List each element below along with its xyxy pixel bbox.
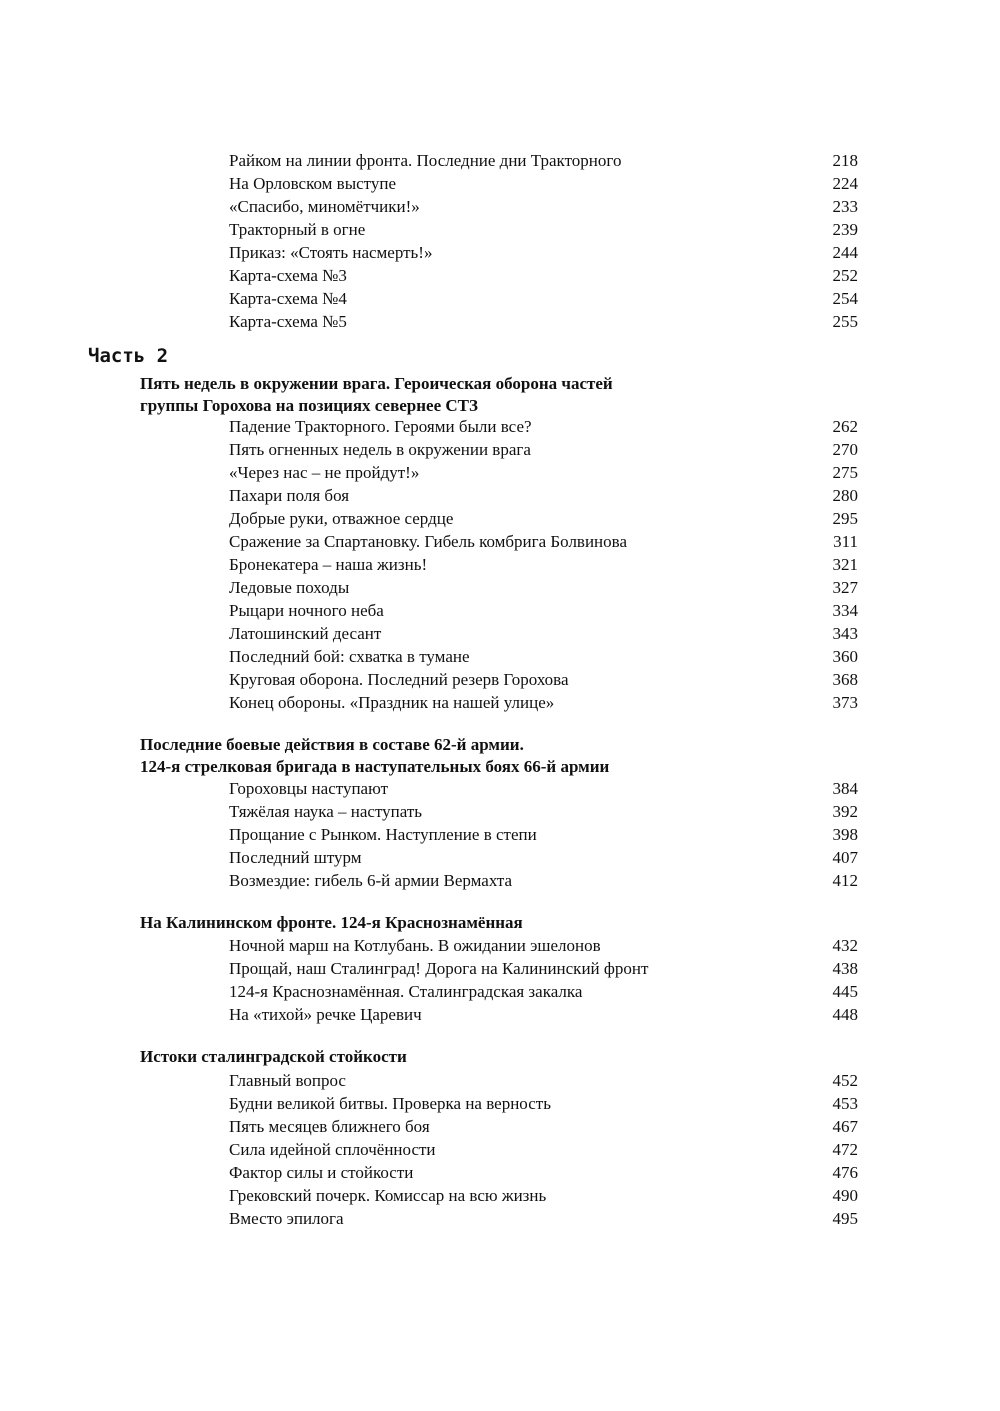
entry-page: 224 bbox=[832, 174, 858, 193]
entry-page: 321 bbox=[832, 555, 858, 574]
toc-entry bbox=[0, 823, 1000, 846]
entry-page: 495 bbox=[832, 1209, 858, 1228]
toc-entry bbox=[0, 668, 1000, 691]
entry-title: Будни великой битвы. Проверка на верность bbox=[229, 1094, 551, 1113]
entry-page: 252 bbox=[832, 266, 858, 285]
entry-title: Круговая оборона. Последний резерв Горохова bbox=[229, 670, 569, 689]
entry-title: Райком на линии фронта. Последние дни Тракторного bbox=[229, 151, 622, 170]
entry-title: Латошинский десант bbox=[229, 624, 382, 643]
section-heading-line: 124-я стрелковая бригада в наступательных боях 66-й армии bbox=[140, 757, 610, 776]
toc-entry bbox=[0, 691, 1000, 714]
entry-page: 327 bbox=[832, 578, 858, 597]
toc-entry bbox=[0, 934, 1000, 957]
entry-page: 472 bbox=[832, 1140, 858, 1159]
entry-page: 239 bbox=[832, 220, 858, 239]
toc-entry bbox=[0, 1092, 1000, 1115]
section-heading-line: Последние боевые действия в составе 62-й армии. bbox=[140, 735, 524, 754]
toc-entry bbox=[0, 645, 1000, 668]
part1-entries bbox=[0, 149, 1000, 333]
entry-page: 448 bbox=[832, 1005, 858, 1024]
entry-title: Сражение за Спартановку. Гибель комбрига Болвинова bbox=[229, 532, 628, 551]
toc-entry bbox=[0, 553, 1000, 576]
entry-page: 453 bbox=[832, 1094, 858, 1113]
section-heading-line: группы Горохова на позициях севернее СТЗ bbox=[140, 396, 478, 415]
entry-title: Пять огненных недель в окружении врага bbox=[229, 440, 531, 459]
toc-entry bbox=[0, 1207, 1000, 1230]
toc-entry bbox=[0, 1115, 1000, 1138]
entry-page: 438 bbox=[832, 959, 858, 978]
toc-entry bbox=[0, 195, 1000, 218]
entry-title: Конец обороны. «Праздник на нашей улице» bbox=[229, 693, 555, 712]
entry-title: Фактор силы и стойкости bbox=[229, 1163, 414, 1182]
toc-entry bbox=[0, 957, 1000, 980]
section-heading-line: На Калининском фронте. 124-я Краснознамённая bbox=[140, 913, 523, 932]
entry-page: 233 bbox=[832, 197, 858, 216]
entry-page: 398 bbox=[832, 825, 858, 844]
entry-title: Приказ: «Стоять насмерть!» bbox=[229, 243, 433, 262]
entry-title: Гороховцы наступают bbox=[229, 779, 389, 798]
toc-entry bbox=[0, 218, 1000, 241]
entry-title: Тяжёлая наука – наступать bbox=[229, 802, 423, 821]
entry-page: 392 bbox=[832, 802, 858, 821]
entry-page: 412 bbox=[832, 871, 858, 890]
entry-title: Пахари поля боя bbox=[229, 486, 350, 505]
part-label: Часть 2 bbox=[88, 345, 169, 367]
entry-title: Ночной марш на Котлубань. В ожидании эшелонов bbox=[229, 936, 601, 955]
entry-title: Прощание с Рынком. Наступление в степи bbox=[229, 825, 537, 844]
entry-title: Карта-схема №5 bbox=[229, 312, 347, 331]
toc-entry bbox=[0, 869, 1000, 892]
section-heading-line: Истоки сталинградской стойкости bbox=[140, 1047, 407, 1066]
entry-page: 311 bbox=[833, 532, 858, 551]
toc-entry bbox=[0, 241, 1000, 264]
toc-entry bbox=[0, 461, 1000, 484]
toc-entry bbox=[0, 530, 1000, 553]
entry-title: Рыцари ночного неба bbox=[229, 601, 384, 620]
entry-page: 467 bbox=[832, 1117, 858, 1136]
section-heading bbox=[140, 912, 523, 934]
entry-page: 432 bbox=[832, 936, 858, 955]
section-heading bbox=[140, 1046, 407, 1068]
entry-page: 295 bbox=[832, 509, 858, 528]
entry-page: 373 bbox=[832, 693, 858, 712]
section-entries bbox=[0, 1069, 1000, 1230]
entry-page: 343 bbox=[832, 624, 858, 643]
entry-title: Ледовые походы bbox=[229, 578, 350, 597]
entry-page: 244 bbox=[832, 243, 858, 262]
toc-entry bbox=[0, 438, 1000, 461]
entry-page: 280 bbox=[832, 486, 858, 505]
entry-title: Сила идейной сплочённости bbox=[229, 1140, 436, 1159]
entry-title: Карта-схема №3 bbox=[229, 266, 347, 285]
toc-entry bbox=[0, 264, 1000, 287]
entry-page: 360 bbox=[832, 647, 858, 666]
entry-page: 490 bbox=[832, 1186, 858, 1205]
section-entries bbox=[0, 415, 1000, 714]
toc-entry bbox=[0, 310, 1000, 333]
toc-entry bbox=[0, 1003, 1000, 1026]
entry-page: 445 bbox=[832, 982, 858, 1001]
entry-title: Бронекатера – наша жизнь! bbox=[229, 555, 428, 574]
entry-page: 334 bbox=[832, 601, 858, 620]
entry-title: Вместо эпилога bbox=[229, 1209, 344, 1228]
section-heading-line: Пять недель в окружении врага. Героическая оборона частей bbox=[140, 374, 613, 393]
entry-title: «Спасибо, миномётчики!» bbox=[229, 197, 420, 216]
entry-title: 124-я Краснознамённая. Сталинградская закалка bbox=[229, 982, 583, 1001]
entry-page: 368 bbox=[832, 670, 858, 689]
entry-title: Возмездие: гибель 6-й армии Вермахта bbox=[229, 871, 513, 890]
entry-title: Прощай, наш Сталинград! Дорога на Калининский фронт bbox=[229, 959, 649, 978]
toc-entry bbox=[0, 1069, 1000, 1092]
section-heading bbox=[140, 373, 613, 417]
entry-title: Последний бой: схватка в тумане bbox=[229, 647, 470, 666]
toc-entry bbox=[0, 980, 1000, 1003]
entry-title: Карта-схема №4 bbox=[229, 289, 347, 308]
entry-page: 254 bbox=[832, 289, 858, 308]
entry-title: Грековский почерк. Комиссар на всю жизнь bbox=[229, 1186, 547, 1205]
toc-entry bbox=[0, 576, 1000, 599]
entry-title: Главный вопрос bbox=[229, 1071, 346, 1090]
section-entries bbox=[0, 934, 1000, 1026]
toc-entry bbox=[0, 622, 1000, 645]
entry-title: Падение Тракторного. Героями были все? bbox=[229, 417, 532, 436]
toc-entry bbox=[0, 599, 1000, 622]
entry-page: 275 bbox=[832, 463, 858, 482]
entry-page: 270 bbox=[832, 440, 858, 459]
toc-entry bbox=[0, 172, 1000, 195]
entry-page: 407 bbox=[832, 848, 858, 867]
toc-entry bbox=[0, 1138, 1000, 1161]
entry-title: Пять месяцев ближнего боя bbox=[229, 1117, 430, 1136]
toc-entry bbox=[0, 777, 1000, 800]
entry-page: 255 bbox=[832, 312, 858, 331]
entry-title: Последний штурм bbox=[229, 848, 362, 867]
toc-entry bbox=[0, 484, 1000, 507]
toc-entry bbox=[0, 1184, 1000, 1207]
toc-entry bbox=[0, 287, 1000, 310]
entry-page: 476 bbox=[832, 1163, 858, 1182]
toc-entry bbox=[0, 1161, 1000, 1184]
section-heading bbox=[140, 734, 609, 778]
toc-entry bbox=[0, 415, 1000, 438]
entry-page: 452 bbox=[832, 1071, 858, 1090]
section-entries bbox=[0, 777, 1000, 892]
toc-entry bbox=[0, 149, 1000, 172]
entry-title: На Орловском выступе bbox=[229, 174, 397, 193]
entry-title: «Через нас – не пройдут!» bbox=[229, 463, 420, 482]
entry-title: Тракторный в огне bbox=[229, 220, 366, 239]
toc-entry bbox=[0, 846, 1000, 869]
entry-title: На «тихой» речке Царевич bbox=[229, 1005, 422, 1024]
entry-page: 218 bbox=[832, 151, 858, 170]
toc-entry bbox=[0, 507, 1000, 530]
entry-title: Добрые руки, отважное сердце bbox=[229, 509, 454, 528]
entry-page: 384 bbox=[832, 779, 858, 798]
entry-page: 262 bbox=[832, 417, 858, 436]
toc-entry bbox=[0, 800, 1000, 823]
